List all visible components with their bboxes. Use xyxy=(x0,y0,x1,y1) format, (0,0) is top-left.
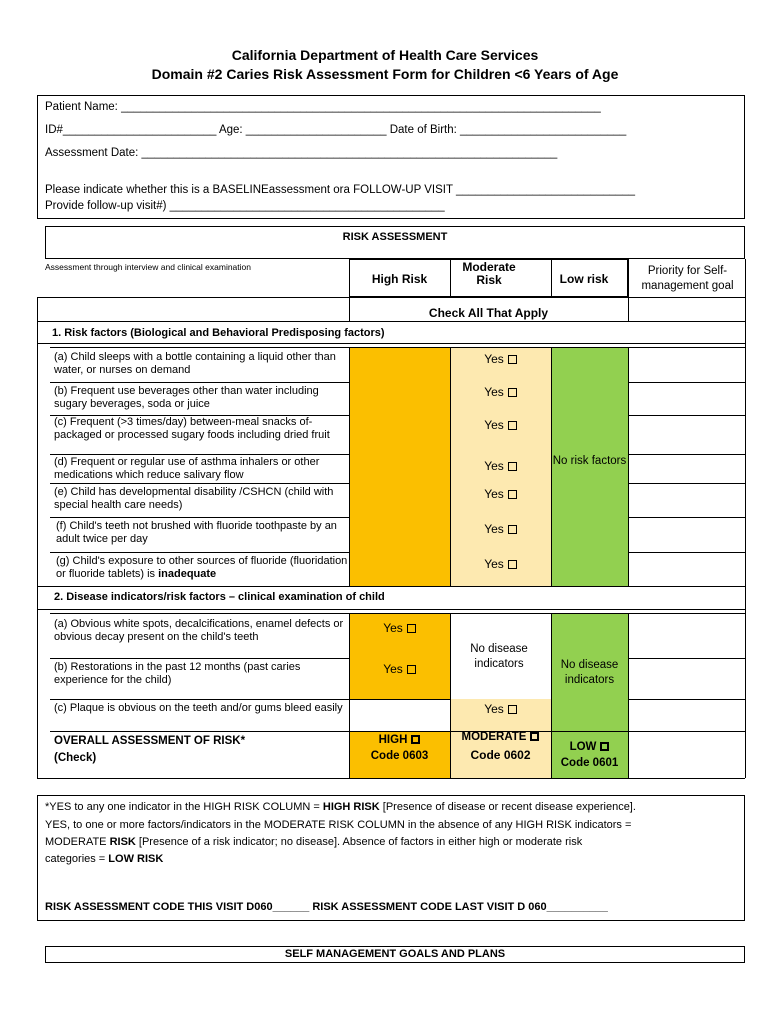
risk-row-b: (b) Frequent use beverages other than water including sugary beverages, soda or juice xyxy=(54,385,319,410)
moderate-checkbox-e[interactable]: Yes xyxy=(450,487,551,501)
high-risk-label: High Risk xyxy=(371,272,428,286)
low-overall-fill xyxy=(551,731,628,778)
risk-row-g: (g) Child's exposure to other sources of fluoride (fluoridation or fluoride tablets) is inadequate xyxy=(56,555,348,580)
risk-code-fields[interactable]: RISK ASSESSMENT CODE THIS VISIT D060______ RISK ASSESSMENT CODE LAST VISIT D 060__________ xyxy=(45,901,608,913)
disease-row-b: (b) Restorations in the past 12 months (past caries experience for the child) xyxy=(54,661,301,686)
visit-type-field[interactable]: Please indicate whether this is a BASELINEassessment ora FOLLOW-UP VISIT ____________________________ xyxy=(45,184,636,196)
moderate-checkbox-a[interactable]: Yes xyxy=(450,352,551,366)
moderate-risk-label: Moderate Risk xyxy=(462,260,516,287)
moderate-checkbox-f[interactable]: Yes xyxy=(450,522,551,536)
check-all-label: Check All That Apply xyxy=(428,306,549,320)
section1-heading: 1. Risk factors (Biological and Behavioral Predisposing factors) xyxy=(52,327,385,339)
moderate-checkbox-g[interactable]: Yes xyxy=(450,557,551,571)
risk-row-c: (c) Frequent (>3 times/day) between-meal snacks of-packaged or processed sugary foods including dried fruit xyxy=(54,416,330,441)
assessment-date-field[interactable]: Assessment Date: _________________________________________________________________ xyxy=(45,147,558,159)
self-management-heading: SELF MANAGEMENT GOALS AND PLANS xyxy=(284,948,506,960)
risk-assessment-heading: RISK ASSESSMENT xyxy=(342,231,448,243)
low-code: Code 0601 xyxy=(560,757,619,769)
moderate-overall-checkbox[interactable]: MODERATE xyxy=(450,731,551,743)
assessment-subheading: Assessment through interview and clinical examination xyxy=(45,262,251,272)
low-risk-label: Low risk xyxy=(559,272,609,286)
notes-line-4: categories = LOW RISK xyxy=(45,853,164,865)
priority-label: Priority for Self-management goal xyxy=(641,265,734,292)
risk-row-e: (e) Child has developmental disability /CSHCN (child with special health care needs) xyxy=(54,486,334,511)
form-subtitle: Domain #2 Caries Risk Assessment Form for Children <6 Years of Age xyxy=(151,66,619,82)
section2-heading: 2. Disease indicators/risk factors – clinical examination of child xyxy=(54,591,385,603)
disease-row-c: (c) Plaque is obvious on the teeth and/or gums bleed easily xyxy=(54,702,343,714)
high-overall-checkbox[interactable]: HIGH xyxy=(349,734,450,746)
high-code: Code 0603 xyxy=(370,750,429,762)
moderate-checkbox-plaque[interactable]: Yes xyxy=(450,702,551,716)
no-disease-moderate-label: No disease indicators xyxy=(470,643,528,670)
disease-row-a: (a) Obvious white spots, decalcifications, enamel defects or obvious decay present on the child's teeth xyxy=(54,618,344,643)
moderate-checkbox-d[interactable]: Yes xyxy=(450,459,551,473)
id-age-dob-field[interactable]: ID#________________________ Age: ______________________ Date of Birth: __________________________ xyxy=(45,124,627,136)
notes-line-2: YES, to one or more factors/indicators in the MODERATE RISK COLUMN in the absence of any HIGH RISK indicators = xyxy=(45,819,632,831)
high-checkbox-b[interactable]: Yes xyxy=(349,662,450,676)
follow-up-visit-field[interactable]: Provide follow-up visit#) ___________________________________________ xyxy=(45,200,445,212)
moderate-code: Code 0602 xyxy=(470,748,531,762)
no-risk-factors-label: No risk factors xyxy=(552,455,627,467)
high-risk-fill-1 xyxy=(349,347,450,586)
low-overall-checkbox[interactable]: LOW xyxy=(551,741,628,753)
notes-line-3: MODERATE RISK [Presence of a risk indicator; no disease]. Absence of factors in either high or moderate risk xyxy=(45,836,583,848)
overall-check-label: (Check) xyxy=(54,752,97,764)
no-disease-low-label: No disease indicators xyxy=(560,659,619,686)
high-checkbox-a[interactable]: Yes xyxy=(349,621,450,635)
risk-row-f: (f) Child's teeth not brushed with fluoride toothpaste by an adult twice per day xyxy=(56,520,337,545)
moderate-checkbox-c[interactable]: Yes xyxy=(450,418,551,432)
moderate-checkbox-b[interactable]: Yes xyxy=(450,385,551,399)
risk-row-d: (d) Frequent or regular use of asthma inhalers or other medications which reduce salivary flow xyxy=(54,456,320,481)
notes-line-1: *YES to any one indicator in the HIGH RISK COLUMN = HIGH RISK [Presence of disease or recent disease experience]. xyxy=(45,801,636,813)
risk-row-a: (a) Child sleeps with a bottle containing a liquid other than water, or nurses on demand xyxy=(54,351,336,376)
patient-name-field[interactable]: Patient Name: ___________________________________________________________________________ xyxy=(45,101,601,113)
overall-assessment-label: OVERALL ASSESSMENT OF RISK* xyxy=(54,735,246,747)
form-title: California Department of Health Care Services xyxy=(231,47,539,63)
